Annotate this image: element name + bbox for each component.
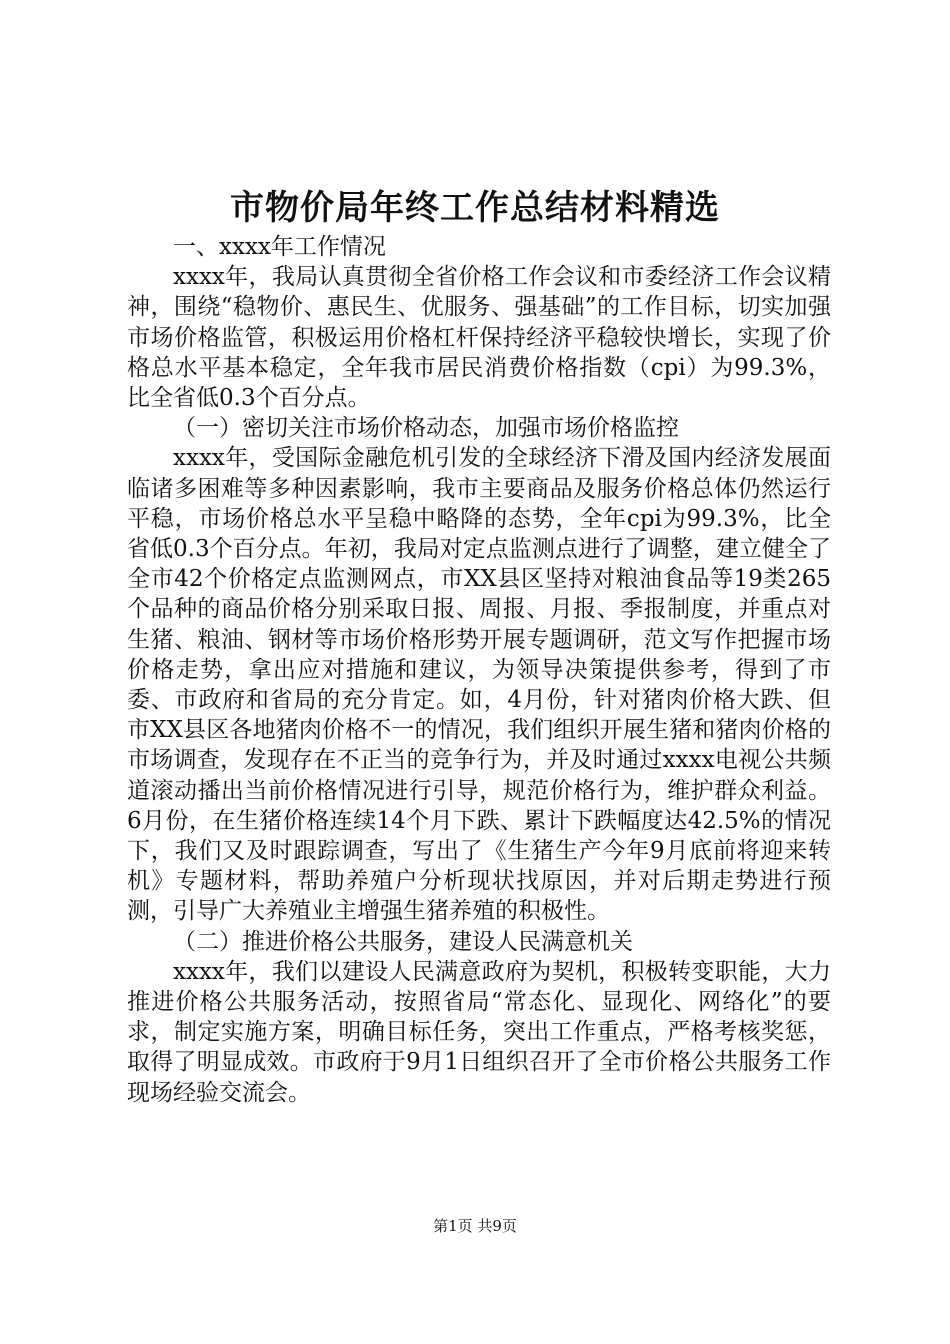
body-paragraph-1: xxxx年，我局认真贯彻全省价格工作会议和市委经济工作会议精神，围绕“稳物价、惠民生、优服务、强基础”的工作目标，切实加强市场价格监管，积极运用价格杠杆保持经济平稳较快增长，实现了价格总水平基本稳定，全年我市居民消费价格指数（cpi）为99.3%，比全省低0.3个百分点。 xyxy=(127,264,831,412)
document-body xyxy=(127,232,831,1108)
section-heading-1: 一、xxxx年工作情况 xyxy=(173,234,386,260)
subsection-heading-2: （二）推进价格公共服务，建设人民满意机关 xyxy=(173,928,633,955)
page-footer: 第1页 共9页 xyxy=(433,1217,517,1235)
document-title: 市物价局年终工作总结材料精选 xyxy=(230,188,720,228)
body-paragraph-3: xxxx年，我们以建设人民满意政府为契机，积极转变职能，大力推进价格公共服务活动，按照省局“常态化、显现化、网络化”的要求，制定实施方案，明确目标任务，突出工作重点，严格考核奖惩，取得了明显成效。市政府于9月1日组织召开了全市价格公共服务工作现场经验交流会。 xyxy=(127,958,831,1106)
subsection-heading-1: （一）密切关注市场价格动态，加强市场价格监控 xyxy=(173,415,679,442)
body-paragraph-2: xxxx年，受国际金融危机引发的全球经济下滑及国内经济发展面临诸多困难等多种因素影响，我市主要商品及服务价格总体仍然运行平稳，市场价格总水平呈稳中略降的态势，全年cpi为99.3%，比全省低0.3个百分点。年初，我局对定点监测点进行了调整，建立健全了全市42个价格定点监测网点，市XX县区坚持对粮油食品等19类265个品种的商品价格分别采取日报、周报、月报、季报制度，并重点对生猪、粮油、钢材等市场价格形势开展专题调研，范文写作把握市场价格走势，拿出应对措施和建议，为领导决策提供参考，得到了市委、市政府和省局的充分肯定。如，4月份，针对猪肉价格大跌、但市XX县区各地猪肉价格不一的情况，我们组织开展生猪和猪肉价格的市场调查，发现存在不正当的竞争行为，并及时通过xxxx电视公共频道滚动播出当前价格情况进行引导，规范价格行为，维护群众利益。6月份，在生猪价格连续14个月下跌、累计下跌幅度达42.5%的情况下，我们又及时跟踪调查，写出了《生猪生产今年9月底前将迎来转机》专题材料，帮助养殖户分析现状找原因，并对后期走势进行预测，引导广大养殖业主增强生猪养殖的积极性。 xyxy=(127,445,831,925)
